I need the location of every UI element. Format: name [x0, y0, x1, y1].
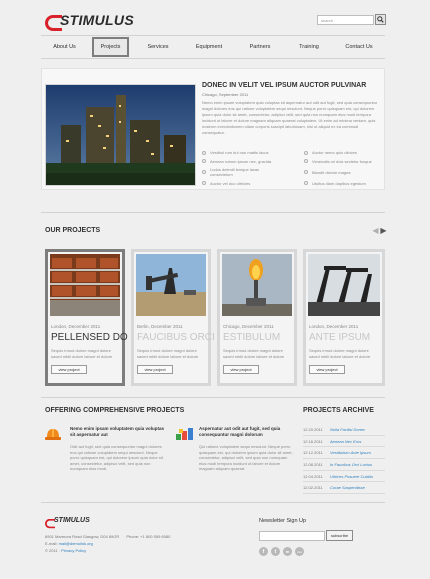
archive-row: [303, 424, 385, 436]
featured-image[interactable]: [45, 84, 196, 186]
footer-logo[interactable]: [45, 516, 90, 524]
section-rule: [41, 212, 385, 213]
projects-title: OUR PROJECTS: [45, 227, 101, 234]
nav-item-projects[interactable]: Projects: [92, 37, 129, 57]
next-arrow-icon[interactable]: ▶: [380, 226, 387, 235]
card-image: [50, 254, 120, 316]
featured-date: Chicago, September 2011: [202, 92, 249, 97]
card-image: [222, 254, 292, 316]
archive-link[interactable]: Nulla Facilisi Donec: [330, 426, 366, 432]
bullet-circle-icon: [304, 159, 308, 163]
nav-item-training[interactable]: Training: [299, 44, 319, 50]
archive-date: 12.12.2011: [303, 450, 323, 456]
footer-rule: [41, 502, 385, 503]
project-card[interactable]: [303, 249, 385, 386]
bullet-circle-icon: [202, 159, 206, 163]
archive-date: 12.04.2011: [303, 473, 323, 479]
bullet-text: Auctor vel duo ultricies: [210, 180, 251, 186]
newsletter-email-input[interactable]: [259, 531, 325, 541]
featured-text: Nemo enim ipsam voluptatem quia voluptas sit aspernatur aut odit aut fugit, sed quia consequuntur magni dolores eos qui ratione voluptatem sequi nesciunt. Neque porro quisquam est, qui dolorem ipsum quia dolor sit amet, consectetur, adipisci velit, sed quia non numquam eius modi tempora incidunt ut labore et dolore magnam aliquam quaerat voluptatem. Ut enim ad minima veniam, quis nostrum exercitationem ullam corporis suscipit laboriosam, nisi ut aliquid ex ea commodi consequatur.: [202, 100, 378, 135]
archive-link[interactable]: Ultrices Posuere Cubilia: [330, 473, 373, 479]
archive-date: 12.08.2011: [303, 461, 323, 467]
email-label: E-mail:: [45, 540, 58, 546]
archive-list: [303, 424, 385, 494]
footer-copyright: [45, 548, 86, 553]
bullet-item: [202, 150, 280, 155]
card-text: Sequis irmod dolore magni dolore saved mbili dolore labore et dolore: [223, 348, 285, 359]
nav-item-equipment[interactable]: Equipment: [195, 44, 223, 50]
featured-title: DONEC IN VELIT VEL IPSUM AUCTOR PULVINAR: [202, 82, 367, 89]
rss-icon[interactable]: rss: [295, 547, 304, 556]
section-rule: [41, 397, 385, 398]
view-project-button[interactable]: view project: [51, 365, 87, 374]
bullet-circle-icon: [304, 181, 308, 185]
archive-row: [303, 436, 385, 448]
logo[interactable]: [45, 10, 134, 30]
card-text: Sequis irmod dolore magni dolore saved mbili dolore labore et dolore: [137, 348, 199, 359]
bullet-text: Auctor nemo quis ultrices: [312, 150, 357, 155]
logo-swoosh-icon: [45, 518, 50, 523]
archive-link[interactable]: Vestibulum Ante Ipsum: [330, 450, 371, 456]
project-card[interactable]: [45, 249, 128, 386]
card-text: Sequis irmod dolore magni dolore saved mbili dolore labore et dolore: [309, 348, 371, 359]
footer-logo-text: STIMULUS: [54, 516, 90, 524]
card-date: Chicago, December 2011: [223, 324, 274, 329]
newsletter-title: Newsletter Sign Up: [259, 518, 307, 524]
offering-text: Odit aut fugit, sed quia consequuntur magni dolores eos qui ratione voluptatem sequi nesciunt. Neque porro quisquam est, qui dolorem ipsum quia dolor sit amet, consectetur, adipisci velit, sed quia non numquam eius modi.: [70, 444, 163, 471]
twitter-icon[interactable]: t: [271, 547, 280, 556]
address-text: 8901 Marmora Road Glasgow, D04 89GR: [45, 534, 120, 539]
nav-bottom-rule: [41, 58, 385, 59]
social-links: [259, 547, 304, 556]
archive-row: [303, 471, 385, 483]
footer-address: [45, 534, 170, 547]
card-image: [308, 254, 380, 316]
archive-title: PROJECTS ARCHIVE: [303, 407, 374, 414]
prev-arrow-icon[interactable]: ◀: [372, 226, 379, 235]
bullet-text: Vestibul rum dui nun mattis lacus: [210, 150, 269, 155]
archive-date: 12.02.2011: [303, 485, 323, 491]
privacy-link[interactable]: Privacy Policy: [61, 548, 87, 553]
offering-text: Qui ratione voluptatem sequi nesciunt. Neque porro quisquam est, qui dolorem ipsum quia dolor sit amet, consectetur, adipisci velit, sed quia non numquam eius modi tempora incidunt ut labore et dolore magnam aliquam quaerat.: [199, 444, 293, 471]
offering-column: [199, 426, 295, 472]
archive-row: [303, 447, 385, 459]
archive-row: [303, 459, 385, 471]
bullet-circle-icon: [304, 151, 308, 155]
card-text: Sequis irmod dolore magni dolore saved mbili dolore labore et dolore: [51, 348, 113, 359]
copyright-text: © 2011 ·: [45, 548, 61, 553]
bullet-item: [304, 150, 382, 155]
view-project-button[interactable]: view project: [223, 365, 259, 374]
bullet-item: [304, 181, 382, 186]
card-title: ESTIBULUM: [223, 332, 281, 343]
bullet-item: [202, 159, 280, 164]
archive-date: 12.20.2011: [303, 426, 323, 432]
bullet-text: Ludos deleniti lenique laxas consectetum: [210, 167, 260, 177]
main-nav: [41, 36, 385, 58]
bullet-text: Venenatis mi dois sectetur fusque: [312, 158, 372, 164]
bullet-text: Utultus diam dapibus egestum: [312, 180, 366, 186]
offering-title: OFFERING COMPREHENSIVE PROJECTS: [45, 407, 185, 414]
card-date: Berlin, December 2011: [137, 324, 183, 329]
view-project-button[interactable]: view project: [137, 365, 173, 374]
search-input[interactable]: search: [317, 15, 374, 25]
linkedin-icon[interactable]: in: [283, 547, 292, 556]
bullet-circle-icon: [202, 181, 206, 185]
archive-link[interactable]: Curae Suspendisse: [330, 485, 365, 491]
nav-item-partners[interactable]: Partners: [249, 44, 271, 50]
project-card[interactable]: [131, 249, 215, 386]
nav-item-contact[interactable]: Contact Us: [345, 44, 373, 50]
bullet-circle-icon: [202, 170, 206, 174]
hardhat-icon: [45, 427, 61, 441]
card-title: ANTE IPSUM: [309, 332, 371, 343]
phone-text: Phone: +1 800 559 6580: [126, 534, 171, 539]
email-link[interactable]: mail@demolink.org: [58, 540, 93, 546]
archive-link[interactable]: Aenean Nec Eros: [330, 438, 362, 444]
bullet-item: [304, 159, 382, 164]
bullet-text: Blandit dictum magna: [312, 169, 351, 175]
bullet-circle-icon: [202, 151, 206, 155]
search-button[interactable]: [375, 14, 386, 25]
offering-column: [70, 426, 166, 472]
project-card[interactable]: [217, 249, 297, 386]
card-date: London, December 2011: [51, 324, 101, 329]
card-title: PELLENSED DO: [51, 332, 128, 343]
logo-text: STIMULUS: [60, 12, 134, 28]
card-title: FAUCIBUS ORCI: [137, 332, 215, 343]
offering-heading: Aspernatur aut odit aut fugit, sed quia consequuntur magni dolorum: [199, 426, 281, 437]
nav-item-services[interactable]: Services: [147, 44, 169, 50]
bullet-text: Aenean rutrum ipsum nec, gravida: [210, 158, 272, 164]
bullet-circle-icon: [304, 170, 308, 174]
search-icon: [377, 16, 384, 23]
featured-bullet-list: [202, 150, 382, 186]
archive-date: 12.16.2011: [303, 438, 323, 444]
nav-item-about[interactable]: About Us: [53, 44, 76, 50]
offering-heading: Nemo enim ipsam voluptatem quia voluptas sit aspernatur aut: [70, 426, 165, 437]
bullet-item: [202, 181, 280, 186]
industrial-plant-photo: [46, 85, 196, 186]
archive-link[interactable]: In Faucibus Orci Luctus: [330, 461, 373, 467]
bullet-item: [202, 167, 280, 177]
logo-swoosh-icon: [45, 13, 59, 27]
card-date: London, December 2011: [309, 324, 359, 329]
card-image: [136, 254, 206, 316]
facebook-icon[interactable]: f: [259, 547, 268, 556]
blocks-icon: [176, 427, 193, 441]
view-project-button[interactable]: view project: [309, 365, 345, 374]
archive-row: [303, 482, 385, 494]
subscribe-button[interactable]: subscribe: [326, 530, 353, 541]
bullet-item: [304, 167, 382, 177]
